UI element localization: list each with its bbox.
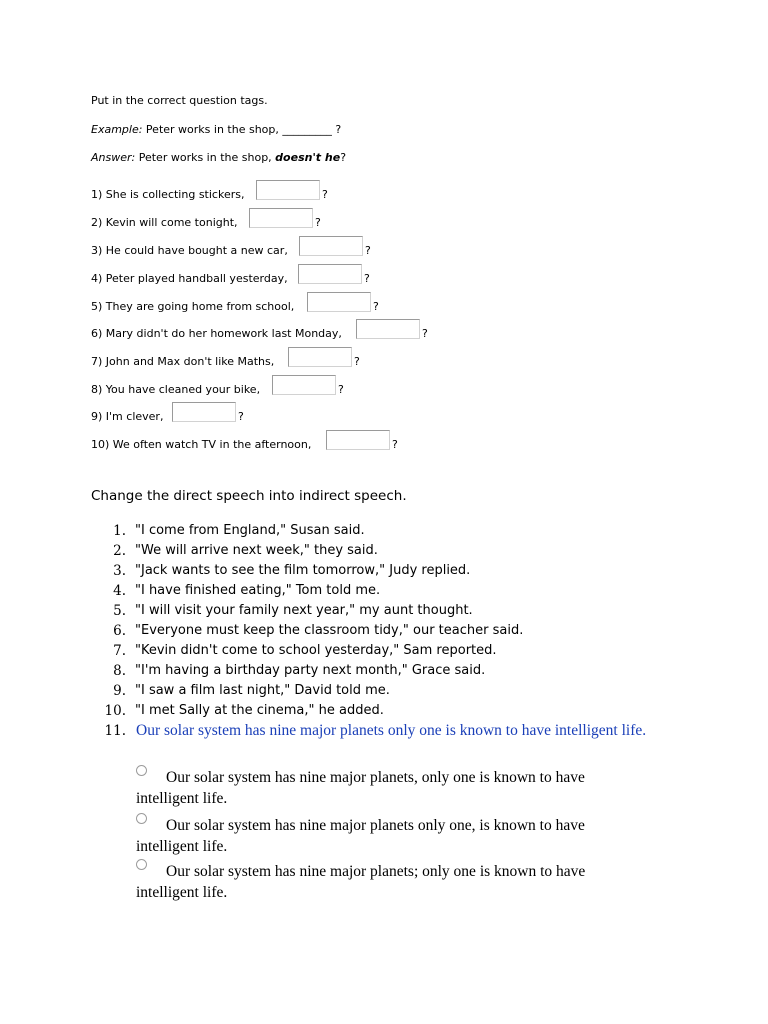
- question-mark: ?: [373, 300, 379, 313]
- example-text: Peter works in the shop, _________ ?: [142, 123, 342, 136]
- option-text-line2: intelligent life.: [136, 838, 228, 855]
- option-text-line1: Our solar system has nine major planets; only one is known to have: [166, 863, 586, 880]
- question-tag-input[interactable]: [298, 264, 362, 284]
- question-tag-input[interactable]: [299, 236, 363, 256]
- list-item: [0, 561, 768, 581]
- example-label: Example:: [91, 123, 143, 136]
- question-mark: ?: [238, 410, 244, 423]
- list-item-number: 6.: [113, 623, 126, 639]
- instruction-heading: Put in the correct question tags.: [91, 94, 268, 107]
- list-item-text: "I saw a film last night," David told me.: [135, 683, 390, 698]
- option-text-line2: intelligent life.: [136, 884, 228, 901]
- radio-button[interactable]: [136, 765, 147, 776]
- list-item: [0, 621, 768, 641]
- list-item-text: "Jack wants to see the film tomorrow," Judy replied.: [135, 563, 471, 578]
- question-mark: ?: [315, 216, 321, 229]
- list-item-number: 4.: [113, 583, 126, 599]
- list-item-text: "I'm having a birthday party next month," Grace said.: [135, 663, 486, 678]
- question-mark: ?: [364, 272, 370, 285]
- tag-question-text: 7) John and Max don't like Maths,: [91, 355, 275, 368]
- radio-button[interactable]: [136, 859, 147, 870]
- question-tag-input[interactable]: [172, 402, 236, 422]
- list-item-number: 8.: [113, 663, 126, 679]
- list-item-text: "We will arrive next week," they said.: [135, 543, 378, 558]
- list-item: [0, 601, 768, 621]
- radio-button[interactable]: [136, 813, 147, 824]
- option-text-line1: Our solar system has nine major planets only one, is known to have: [166, 817, 585, 834]
- answer-end: ?: [340, 151, 347, 164]
- tag-question-text: 3) He could have bought a new car,: [91, 244, 288, 257]
- answer-label: Answer:: [91, 151, 136, 164]
- question-tag-input[interactable]: [288, 347, 352, 367]
- option-text-line1: Our solar system has nine major planets, only one is known to have: [166, 769, 585, 786]
- list-item-text: "Kevin didn't come to school yesterday," Sam reported.: [135, 643, 497, 658]
- list-item-text: "I come from England," Susan said.: [135, 523, 365, 538]
- answer-line: [91, 151, 346, 165]
- answer-option[interactable]: [136, 767, 676, 809]
- answer-bold: doesn't he: [275, 151, 341, 164]
- tag-question-text: 8) You have cleaned your bike,: [91, 383, 261, 396]
- question-mark: ?: [354, 355, 360, 368]
- list-item-number: 3.: [113, 563, 126, 579]
- question-tag-input[interactable]: [307, 292, 371, 312]
- question-tag-input[interactable]: [256, 180, 320, 200]
- list-item-number: 10.: [104, 703, 126, 719]
- section-title: Change the direct speech into indirect speech.: [91, 488, 407, 504]
- answer-option[interactable]: [136, 861, 676, 903]
- question-mark: ?: [392, 438, 398, 451]
- list-item-number: 2.: [113, 543, 126, 559]
- question-mark: ?: [365, 244, 371, 257]
- tag-question-text: 10) We often watch TV in the afternoon,: [91, 438, 312, 451]
- list-item: [0, 681, 768, 701]
- tag-question-text: 5) They are going home from school,: [91, 300, 295, 313]
- list-item-number: 1.: [113, 523, 126, 539]
- question-mark: ?: [322, 188, 328, 201]
- list-item: [0, 661, 768, 681]
- list-item: [0, 701, 768, 721]
- list-item: [0, 541, 768, 561]
- question-11-prompt: Our solar system has nine major planets only one is known to have intelligent life.: [136, 722, 647, 739]
- question-mark: ?: [338, 383, 344, 396]
- question-11-number: 11.: [104, 723, 126, 739]
- list-item-number: 7.: [113, 643, 126, 659]
- list-item-text: "Everyone must keep the classroom tidy," our teacher said.: [135, 623, 524, 638]
- option-text-line2: intelligent life.: [136, 790, 228, 807]
- tag-question-text: 2) Kevin will come tonight,: [91, 216, 238, 229]
- question-tag-input[interactable]: [249, 208, 313, 228]
- list-item-text: "I met Sally at the cinema," he added.: [135, 703, 384, 718]
- list-item-text: "I will visit your family next year," my aunt thought.: [135, 603, 473, 618]
- question-tag-input[interactable]: [356, 319, 420, 339]
- tag-question-text: 6) Mary didn't do her homework last Monday,: [91, 327, 342, 340]
- tag-question-text: 9) I'm clever,: [91, 410, 164, 423]
- list-item: [0, 581, 768, 601]
- tag-question-text: 4) Peter played handball yesterday,: [91, 272, 288, 285]
- list-item: [0, 641, 768, 661]
- list-item-number: 9.: [113, 683, 126, 699]
- example-line: [91, 123, 341, 137]
- list-item-number: 5.: [113, 603, 126, 619]
- question-tag-input[interactable]: [326, 430, 390, 450]
- tag-question-text: 1) She is collecting stickers,: [91, 188, 245, 201]
- question-mark: ?: [422, 327, 428, 340]
- answer-option[interactable]: [136, 815, 676, 857]
- list-item-text: "I have finished eating," Tom told me.: [135, 583, 381, 598]
- list-item: [0, 521, 768, 541]
- speech-list: [0, 521, 768, 721]
- question-tag-input[interactable]: [272, 375, 336, 395]
- answer-text: Peter works in the shop,: [135, 151, 276, 164]
